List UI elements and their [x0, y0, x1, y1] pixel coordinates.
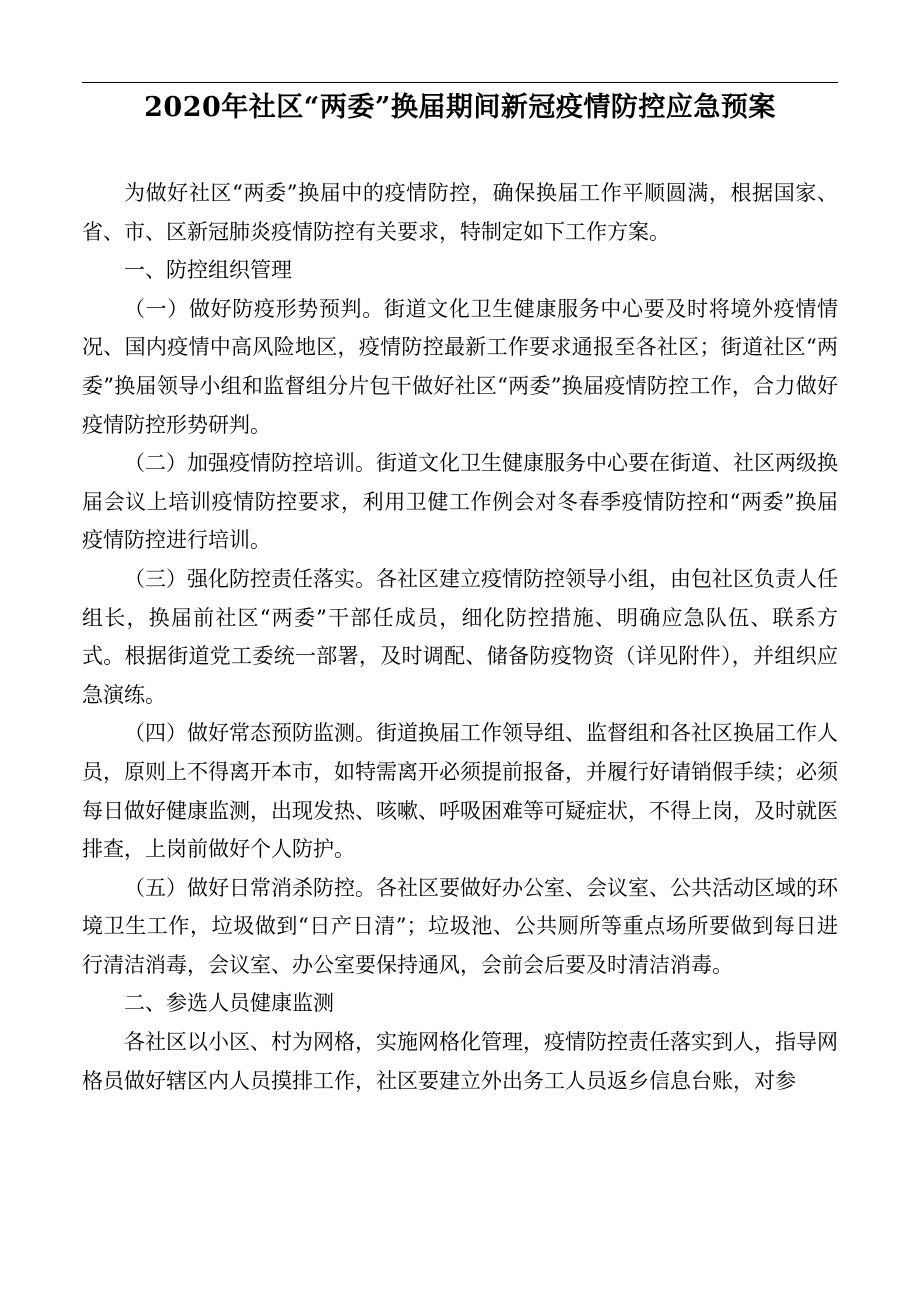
- section-heading-1: 一、防控组织管理: [124, 258, 292, 283]
- intro-paragraph: 为做好社区“两委”换届中的疫情防控，确保换届工作平顺圆满，根据国家、省、市、区新冠肺炎疫情防控有关要求，特制定如下工作方案。: [82, 181, 838, 244]
- paragraph-item-3: （三）强化防控责任落实。各社区建立疫情防控领导小组，由包社区负责人任组长，换届前社区“两委”干部任成员，细化防控措施、明确应急队伍、联系方式。根据街道党工委统一部署，及时调配、储备防疫物资（详见附件），并组织应急演练。: [82, 566, 838, 707]
- paragraph-item-2: （二）加强疫情防控培训。街道文化卫生健康服务中心要在街道、社区两级换届会议上培训疫情防控要求，利用卫健工作例会对冬春季疫情防控和“两委”换届疫情防控进行培训。: [82, 451, 838, 553]
- paragraph-item-1: （一）做好防疫形势预判。街道文化卫生健康服务中心要及时将境外疫情情况、国内疫情中高风险地区，疫情防控最新工作要求通报至各社区；街道社区“两委”换届领导小组和监督组分片包干做好社区“两委”换届疫情防控工作，合力做好疫情防控形势研判。: [82, 296, 838, 437]
- paragraph-item-5: （五）做好日常消杀防控。各社区要做好办公室、会议室、公共活动区域的环境卫生工作，垃圾做到“日产日清”；垃圾池、公共厕所等重点场所要做到每日进行清洁消毒，会议室、办公室要保持通风，会前会后要及时清洁消毒。: [82, 875, 838, 977]
- document-body: [82, 174, 838, 1100]
- section-heading-2: 二、参选人员健康监测: [124, 991, 334, 1016]
- header-rule: [82, 82, 838, 83]
- paragraph-item-4: （四）做好常态预防监测。街道换届工作领导组、监督组和各社区换届工作人员，原则上不得离开本市，如特需离开必须提前报备，并履行好请销假手续；必须每日做好健康监测，出现发热、咳嗽、呼吸困难等可疑症状，不得上岗，及时就医排查，上岗前做好个人防护。: [82, 721, 838, 862]
- document-title: 2020年社区“两委”换届期间新冠疫情防控应急预案: [144, 92, 776, 123]
- paragraph-monitoring: 各社区以小区、村为网格，实施网格化管理，疫情防控责任落实到人，指导网格员做好辖区内人员摸排工作，社区要建立外出务工人员返乡信息台账，对参: [82, 1030, 838, 1093]
